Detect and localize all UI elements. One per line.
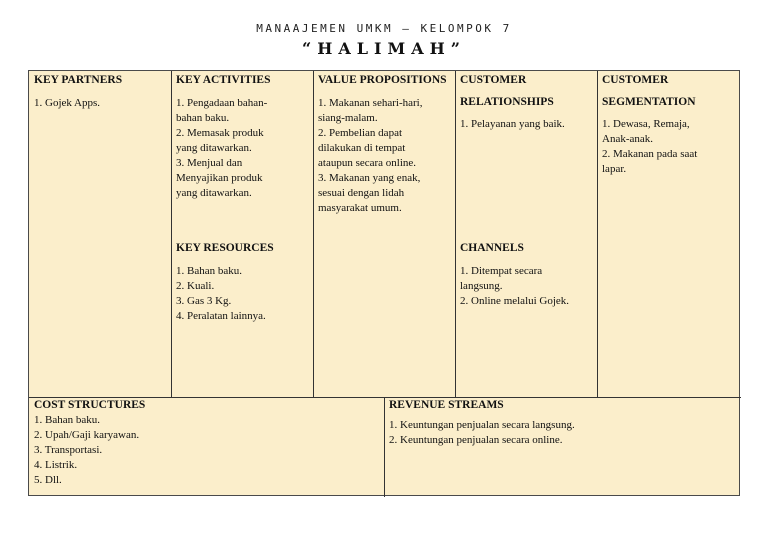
- divider: [384, 397, 385, 497]
- customer-relationships-heading-2: RELATIONSHIPS: [460, 96, 554, 108]
- cost-structures-heading: COST STRUCTURES: [34, 399, 146, 411]
- customer-relationships-heading: CUSTOMER: [460, 74, 527, 86]
- key-activities-text: 1. Pengadaan bahan- bahan baku. 2. Memasak produk yang ditawarkan. 3. Menjual dan Menyajikan produk yang ditawarkan.: [176, 97, 268, 199]
- key-partners-text: 1. Gojek Apps.: [34, 97, 100, 109]
- channels-heading: CHANNELS: [460, 242, 524, 254]
- customer-segmentation-section: [602, 73, 738, 177]
- customer-segmentation-text: 1. Dewasa, Remaja, Anak-anak. 2. Makanan pada saat lapar.: [602, 118, 698, 175]
- divider: [597, 71, 598, 397]
- channels-text: 1. Ditempat secara langsung. 2. Online melalui Gojek.: [460, 265, 570, 307]
- key-activities-heading: KEY ACTIVITIES: [176, 74, 271, 86]
- cost-structures-section: [34, 398, 379, 488]
- value-propositions-heading: VALUE PROPOSITIONS: [318, 74, 447, 86]
- revenue-streams-heading: REVENUE STREAMS: [389, 399, 504, 411]
- document-title: “HALIMAH”: [302, 39, 466, 58]
- document-subtitle: MANAAJEMEN UMKM – KELOMPOK 7: [256, 22, 512, 35]
- revenue-streams-text: 1. Keuntungan penjualan secara langsung. 2. Keuntungan penjualan secara online.: [389, 419, 575, 446]
- customer-segmentation-heading: CUSTOMER: [602, 74, 669, 86]
- value-propositions-section: [318, 73, 454, 216]
- customer-segmentation-heading-2: SEGMENTATION: [602, 96, 696, 108]
- divider: [455, 71, 456, 397]
- key-activities-section: [176, 73, 310, 201]
- key-partners-heading: KEY PARTNERS: [34, 74, 123, 86]
- key-resources-heading: KEY RESOURCES: [176, 242, 274, 254]
- customer-relationships-text: 1. Pelayanan yang baik.: [460, 118, 565, 130]
- revenue-streams-section: [389, 398, 737, 448]
- business-model-canvas: [28, 70, 740, 496]
- key-partners-section: [34, 73, 168, 111]
- channels-section: [460, 241, 594, 309]
- key-resources-text: 1. Bahan baku. 2. Kuali. 3. Gas 3 Kg. 4. Peralatan lainnya.: [176, 265, 266, 322]
- divider: [171, 71, 172, 397]
- cost-structures-text: 1. Bahan baku. 2. Upah/Gaji karyawan. 3. Transportasi. 4. Listrik. 5. Dll.: [34, 414, 140, 486]
- customer-relationships-section: [460, 73, 594, 132]
- divider: [313, 71, 314, 397]
- value-propositions-text: 1. Makanan sehari-hari, siang-malam. 2. Pembelian dapat dilakukan di tempat ataupun secara online. 3. Makanan yang enak, sesuai dengan lidah masyarakat umum.: [318, 97, 423, 214]
- key-resources-section: [176, 241, 310, 324]
